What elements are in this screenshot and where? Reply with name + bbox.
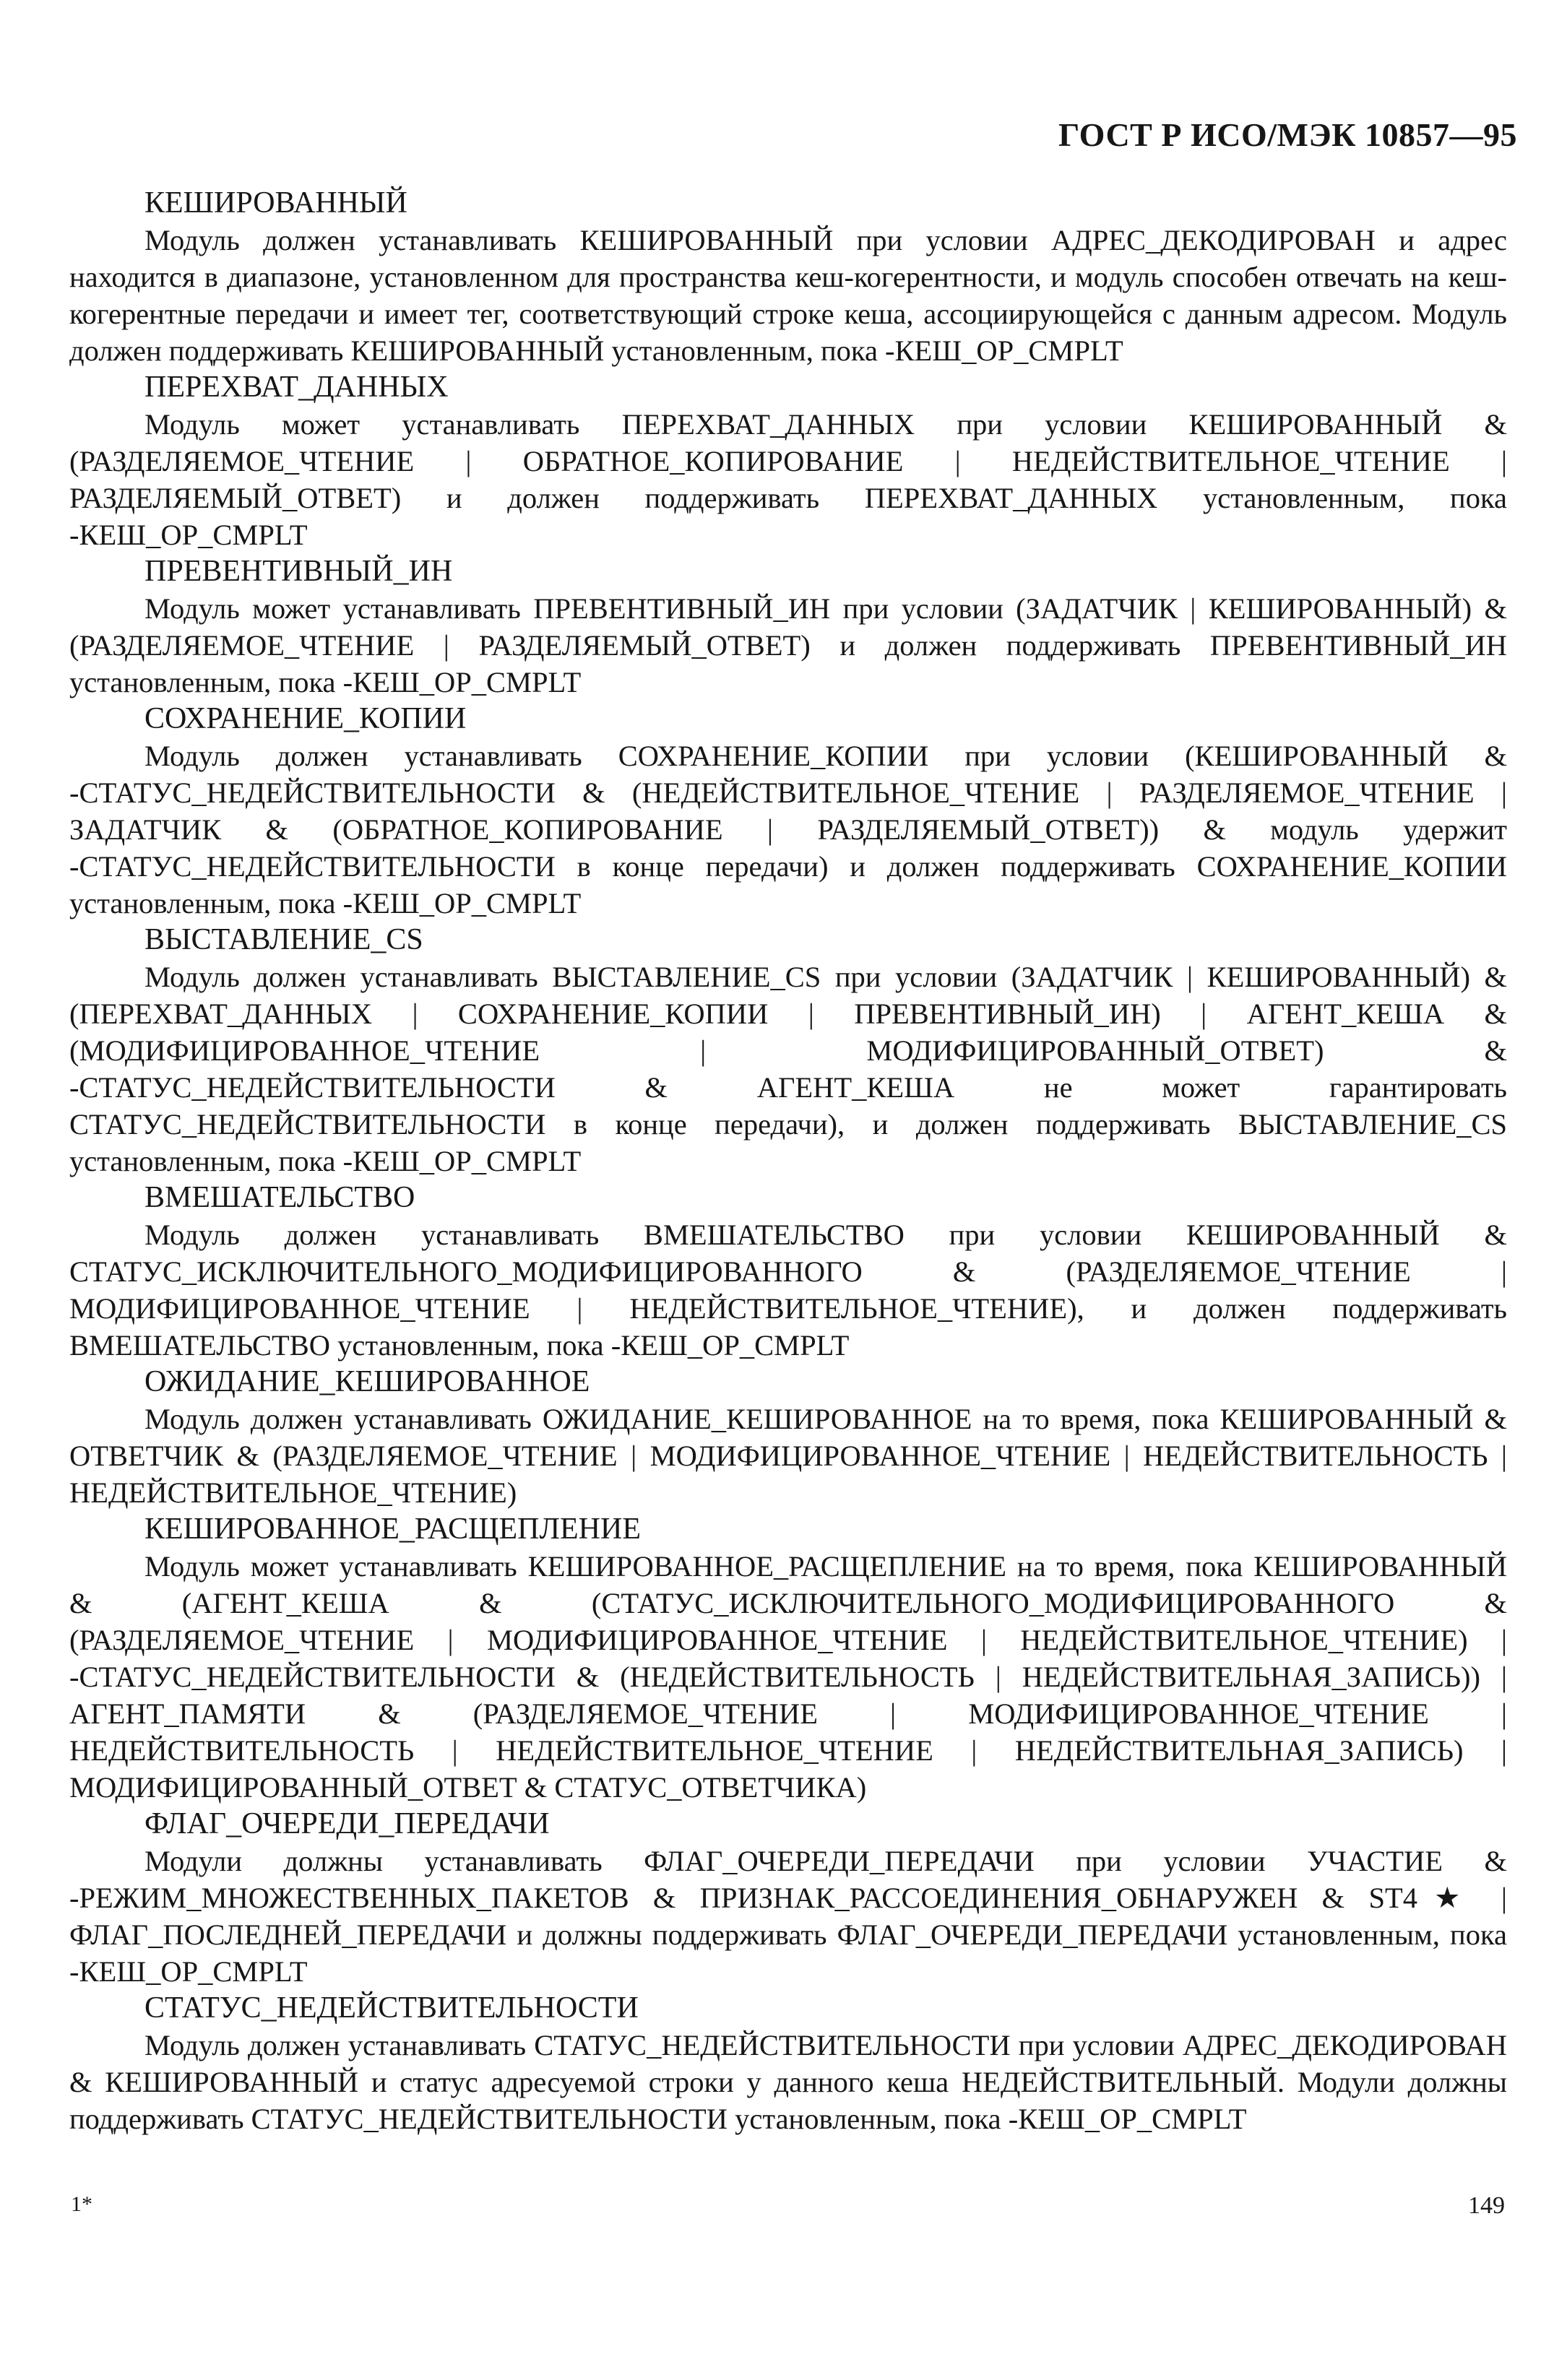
document-header: ГОСТ Р ИСО/МЭК 10857—95 [1058,116,1517,153]
section-text: Модуль может устанавливать ПРЕВЕНТИВНЫЙ_ИН при условии (ЗАДАТЧИК | КЕШИРОВАННЫЙ) & (РАЗДЕЛЯЕМОЕ_ЧТЕНИЕ | РАЗДЕЛЯЕМЫЙ_ОТВЕТ) и должен поддерживать ПРЕВЕНТИВНЫЙ_ИН установленным, пока -КЕШ_ОР_CMPLT [69,592,1507,698]
section-intervention [69,1180,1507,1364]
section-assert-cs [69,922,1507,1180]
section-title: ПЕРЕХВАТ_ДАННЫХ [144,371,449,404]
section-title: ПРЕВЕНТИВНЫЙ_ИН [144,555,453,588]
section-title: ВМЕШАТЕЛЬСТВО [144,1181,415,1214]
section-text: Модуль должен устанавливать ВМЕШАТЕЛЬСТВО при условии КЕШИРОВАННЫЙ & СТАТУС_ИСКЛЮЧИТЕЛЬНОГО_МОДИФИЦИРОВАННОГО & (РАЗДЕЛЯЕМОЕ_ЧТЕНИЕ | МОДИФИЦИРОВАННОЕ_ЧТЕНИЕ | НЕДЕЙСТВИТЕЛЬНОЕ_ЧТЕНИЕ), и должен поддерживать ВМЕШАТЕЛЬСТВО установленным, пока -КЕШ_ОР_CMPLT [69,1219,1507,1362]
section-invalid-status [69,1990,1507,2137]
section-cached-split [69,1511,1507,1806]
section-title: СТАТУС_НЕДЕЙСТВИТЕЛЬНОСТИ [144,1991,639,2025]
section-text: Модуль может устанавливать КЕШИРОВАННОЕ_РАСЩЕПЛЕНИЕ на то время, пока КЕШИРОВАННЫЙ & (АГЕНТ_КЕША & (СТАТУС_ИСКЛЮЧИТЕЛЬНОГО_МОДИФИЦИРОВАННОГО & (РАЗДЕЛЯЕМОЕ_ЧТЕНИЕ | МОДИФИЦИРОВАННОЕ_ЧТЕНИЕ | НЕДЕЙСТВИТЕЛЬНОЕ_ЧТЕНИЕ) | -СТАТУС_НЕДЕЙСТВИТЕЛЬНОСТИ & (НЕДЕЙСТВИТЕЛЬНОСТЬ | НЕДЕЙСТВИТЕЛЬНАЯ_ЗАПИСЬ)) | АГЕНТ_ПАМЯТИ & (РАЗДЕЛЯЕМОЕ_ЧТЕНИЕ | МОДИФИЦИРОВАННОЕ_ЧТЕНИЕ | НЕДЕЙСТВИТЕЛЬНОСТЬ | НЕДЕЙСТВИТЕЛЬНОЕ_ЧТЕНИЕ | НЕДЕЙСТВИТЕЛЬНАЯ_ЗАПИСЬ) | МОДИФИЦИРОВАННЫЙ_ОТВЕТ & СТАТУС_ОТВЕТЧИКА) [69,1550,1507,1804]
section-text: Модуль должен устанавливать СОХРАНЕНИЕ_КОПИИ при условии (КЕШИРОВАННЫЙ & -СТАТУС_НЕДЕЙСТВИТЕЛЬНОСТИ & (НЕДЕЙСТВИТЕЛЬНОЕ_ЧТЕНИЕ | РАЗДЕЛЯЕМОЕ_ЧТЕНИЕ | ЗАДАТЧИК & (ОБРАТНОЕ_КОПИРОВАНИЕ | РАЗДЕЛЯЕМЫЙ_ОТВЕТ)) & модуль удержит -СТАТУС_НЕДЕЙСТВИТЕЛЬНОСТИ в конце передачи) и должен поддерживать СОХРАНЕНИЕ_КОПИИ установленным, пока -КЕШ_ОР_CMPLT [69,740,1507,919]
section-title: ФЛАГ_ОЧЕРЕДИ_ПЕРЕДАЧИ [144,1807,550,1840]
page-number: 149 [1468,2192,1505,2219]
section-text: Модуль должен устанавливать СТАТУС_НЕДЕЙСТВИТЕЛЬНОСТИ при условии АДРЕС_ДЕКОДИРОВАН & КЕШИРОВАННЫЙ и статус адресуемой строки у данного кеша НЕДЕЙСТВИТЕЛЬНЫЙ. Модули должны поддерживать СТАТУС_НЕДЕЙСТВИТЕЛЬНОСТИ установленным, пока -КЕШ_ОР_CMPLT [69,2029,1507,2135]
section-cached [69,185,1507,369]
section-title: ОЖИДАНИЕ_КЕШИРОВАННОЕ [144,1365,590,1398]
section-data-intercept [69,369,1507,553]
section-title: ВЫСТАВЛЕНИЕ_CS [144,923,423,956]
section-title: КЕШИРОВАННЫЙ [144,186,407,220]
footer-signature-mark: 1* [71,2192,92,2216]
section-text: Модуль должен устанавливать КЕШИРОВАННЫЙ при условии АДРЕС_ДЕКОДИРОВАН и адрес находится в диапазоне, установленном для пространства кеш-когерентности, и модуль способен отвечать на кеш-когерентные передачи и имеет тег, соответствующий строке кеша, ассоциирующейся с данным адресом. Модуль должен поддерживать КЕШИРОВАННЫЙ установленным, пока -КЕШ_ОР_CMPLT [69,224,1507,367]
section-wait-cached [69,1364,1507,1511]
section-text: Модули должны устанавливать ФЛАГ_ОЧЕРЕДИ_ПЕРЕДАЧИ при условии УЧАСТИЕ & -РЕЖИМ_МНОЖЕСТВЕННЫХ_ПАКЕТОВ & ПРИЗНАК_РАССОЕДИНЕНИЯ_ОБНАРУЖЕН & ST4★ | ФЛАГ_ПОСЛЕДНЕЙ_ПЕРЕДАЧИ и должны поддерживать ФЛАГ_ОЧЕРЕДИ_ПЕРЕДАЧИ установленным, пока -КЕШ_ОР_CMPLT [69,1845,1507,1988]
section-title: КЕШИРОВАННОЕ_РАСЩЕПЛЕНИЕ [144,1513,641,1546]
section-text: Модуль должен устанавливать ОЖИДАНИЕ_КЕШИРОВАННОЕ на то время, пока КЕШИРОВАННЫЙ & ОТВЕТЧИК & (РАЗДЕЛЯЕМОЕ_ЧТЕНИЕ | МОДИФИЦИРОВАННОЕ_ЧТЕНИЕ | НЕДЕЙСТВИТЕЛЬНОСТЬ | НЕДЕЙСТВИТЕЛЬНОЕ_ЧТЕНИЕ) [69,1403,1507,1509]
section-keep-copy [69,701,1507,922]
document-body [69,185,1507,2137]
section-transfer-queue-flag [69,1806,1507,1990]
section-text: Модуль может устанавливать ПЕРЕХВАТ_ДАННЫХ при условии КЕШИРОВАННЫЙ & (РАЗДЕЛЯЕМОЕ_ЧТЕНИЕ | ОБРАТНОЕ_КОПИРОВАНИЕ | НЕДЕЙСТВИТЕЛЬНОЕ_ЧТЕНИЕ | РАЗДЕЛЯЕМЫЙ_ОТВЕТ) и должен поддерживать ПЕРЕХВАТ_ДАННЫХ установленным, пока -КЕШ_ОР_CMPLT [69,408,1507,551]
section-title: СОХРАНЕНИЕ_КОПИИ [144,702,467,735]
section-text: Модуль должен устанавливать ВЫСТАВЛЕНИЕ_CS при условии (ЗАДАТЧИК | КЕШИРОВАННЫЙ) & (ПЕРЕХВАТ_ДАННЫХ | СОХРАНЕНИЕ_КОПИИ | ПРЕВЕНТИВНЫЙ_ИН) | АГЕНТ_КЕША & (МОДИФИЦИРОВАННОЕ_ЧТЕНИЕ | МОДИФИЦИРОВАННЫЙ_ОТВЕТ) & -СТАТУС_НЕДЕЙСТВИТЕЛЬНОСТИ & АГЕНТ_КЕША не может гарантировать СТАТУС_НЕДЕЙСТВИТЕЛЬНОСТИ в конце передачи), и должен поддерживать ВЫСТАВЛЕНИЕ_CS установленным, пока -КЕШ_ОР_CMPLT [69,961,1507,1177]
section-preemptive-in [69,553,1507,701]
